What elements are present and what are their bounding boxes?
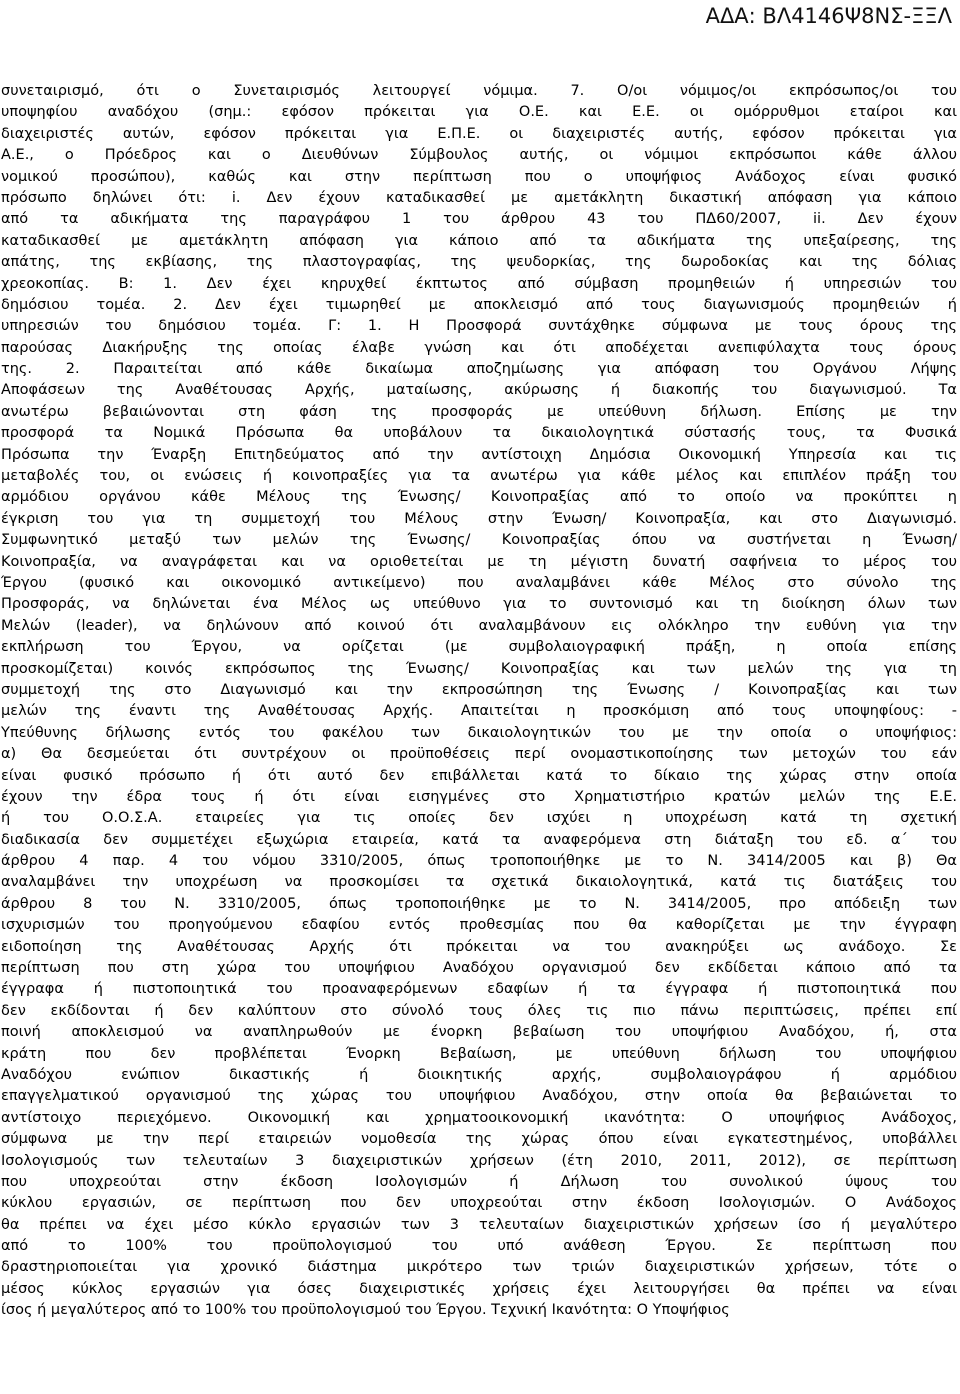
text-line: ισχυρισμών του προηγούμενου εδαφίου εντός προθεσμίας που θα καθορίζεται με την έγγραφη: [1, 917, 957, 934]
text-line: αντίστοιχο περιεχόμενο. Οικονομική και χρηματοοικονομική ικανότητα: Ο υποψήφιος Ανάδοχος,: [1, 1109, 957, 1126]
text-line: δημόσιου τομέα. 2. Δεν έχει τιμωρηθεί με αποκλεισμό από τους διαγωνισμούς προμηθειών ή: [1, 296, 957, 313]
text-line: της. 2. Παραιτείται από κάθε δικαίωμα αποζημίωσης για απόφαση του Οργάνου Λήψης: [1, 361, 957, 378]
text-line: προσφορά τα Νομικά Πρόσωπα θα υποβάλουν τα δικαιολογητικά σύστασής τους, τα Φυσικά: [1, 425, 957, 442]
text-line: καταδικασθεί με αμετάκλητη απόφαση για κάποιο από τα αδικήματα της υπεξαίρεσης, της: [1, 232, 957, 249]
text-line: ίσος ή μεγαλύτερος από το 100% του προϋπολογισμού του Έργου. Τεχνική Ικανότητα: Ο Υποψήφιος: [1, 1302, 730, 1319]
text-line: μεταβολές του, οι ενώσεις ή κοινοπραξίες για τα ανωτέρω για κάθε μέλος και επιπλέον πράξη του: [1, 468, 957, 485]
text-line: άρθρου 4 παρ. 4 του νόμου 3310/2005, όπως τροποποιήθηκε με το Ν. 3414/2005 και β) Θα: [1, 853, 957, 870]
text-line: Συμφωνητικό μεταξύ των μελών της Ένωσης/ Κοινοπραξίας όπου να συστήνεται η Ένωση/: [1, 532, 957, 549]
text-line: από το 100% του προϋπολογισμού του υπό ανάθεση Έργου. Σε περίπτωση που: [1, 1238, 957, 1255]
text-line: ειδοποίηση της Αναθέτουσας Αρχής ότι πρόκειται να του ανακηρύξει ως ανάδοχο. Σε: [1, 938, 957, 955]
text-line: Υπεύθυνης δήλωσης εντός του φακέλου των δικαιολογητικών του με την οποία ο υποψήφιος:: [1, 724, 957, 741]
text-line: από τα αδικήματα της παραγράφου 1 του άρθρου 43 του ΠΔ60/2007, ii. Δεν έχουν: [1, 211, 957, 228]
text-line: Αναδόχου ενώπιον δικαστικής ή διοικητικής αρχής, συμβολαιογράφου ή αρμόδιου: [1, 1066, 957, 1083]
text-line: α) Θα δεσμεύεται ότι συντρέχουν οι προϋποθέσεις περί ονομαστικοποίησης των μετοχών του εάν: [1, 746, 957, 763]
text-line: έγγραφα ή πιστοποιητικά του προαναφερόμενων εδαφίων ή τα έγγραφα ή πιστοποιητικά που: [1, 981, 957, 998]
text-line: προσκομίζεται) κοινός εκπρόσωπος της Ένωσης/ Κοινοπραξίας και των μελών της για τη: [1, 660, 957, 677]
text-line: υπηρεσιών του δημόσιου τομέα. Γ: 1. Η Προσφορά συντάχθηκε σύμφωνα με τους όρους της: [1, 318, 957, 335]
text-line: έχουν την έδρα τους ή ότι είναι εισηγμένες στο Χρηματιστήριο κρατών μελών της Ε.Ε.: [1, 788, 957, 805]
text-line: που υποχρεούται στην έκδοση Ισολογισμών ή Δήλωση του συνολικού ύψους του: [1, 1173, 957, 1190]
text-line: Ισολογισμούς των τελευταίων 3 διαχειριστικών χρήσεων (έτη 2010, 2011, 2012), σε περίπτωση: [1, 1152, 957, 1169]
text-line: μελών της έναντι της Αναθέτουσας Αρχής. Απαιτείται η προσκόμιση από τους υποψηφίους: -: [1, 703, 957, 720]
text-line: κράτη που δεν προβλέπεται Ένορκη Βεβαίωση, με υπεύθυνη δήλωση του υποψήφιου: [1, 1045, 957, 1062]
text-line: συμμετοχή της στο Διαγωνισμό και την εκπροσώπηση της Ένωσης / Κοινοπραξίας και των: [1, 681, 957, 698]
text-line: πρόσωπο δηλώνει ότι: i. Δεν έχουν καταδικασθεί με αμετάκλητη δικαστική απόφαση για κάποιο: [1, 189, 957, 206]
text-line: Πρόσωπα την Έναρξη Επιτηδεύματος από την αντίστοιχη Δημόσια Οικονομική Υπηρεσία και τις: [1, 446, 957, 463]
text-line: χρεοκοπίας. Β: 1. Δεν έχει κηρυχθεί έκπτωτος από σύμβαση προμηθειών ή υπηρεσιών του: [1, 275, 957, 292]
text-line: συνεταιρισμό, ότι ο Συνεταιρισμός λειτουργεί νόμιμα. 7. Ο/οι νόμιμος/οι εκπρόσωπος/οι του: [1, 83, 957, 99]
text-line: δραστηριοποιείται για χρονικό διάστημα μικρότερο των τριών διαχειριστικών χρήσεων, τότε ο: [1, 1259, 957, 1276]
text-line: διαχειριστές αυτών, εφόσον πρόκειται για Ε.Π.Ε. οι διαχειριστές αυτής, εφόσον πρόκειται για: [1, 125, 957, 142]
text-line: Έργου (φυσικό και οικονομικό αντικείμενο) που αναλαμβάνει κάθε Μέλος στο σύνολο της: [1, 574, 957, 591]
text-line: ανωτέρω βεβαιώνονται στη φάση της προσφοράς με υπεύθυνη δήλωση. Επίσης με την: [1, 403, 957, 420]
text-line: παρούσας Διακήρυξης της οποίας έλαβε γνώση και ότι αποδέχεται ανεπιφύλαχτα τους όρους: [1, 339, 957, 356]
text-line: επαγγελματικού οργανισμού της χώρας του υποψήφιου Αναδόχου, στην οποία θα βεβαιώνεται το: [1, 1088, 957, 1105]
ada-header: ΑΔΑ: ΒΛ4146Ψ8ΝΣ-ΞΞΛ: [705, 4, 952, 28]
text-line: θα πρέπει να έχει μέσο κύκλο εργασιών των 3 τελευταίων διαχειριστικών χρήσεων ίσο ή μεγαλύτερο: [1, 1216, 957, 1233]
text-line: περίπτωση που στη χώρα του υποψήφιου Αναδόχου οργανισμού δεν εκδίδεται κάποιο από τα: [1, 960, 957, 977]
text-line: άρθρου 8 του Ν. 3310/2005, όπως τροποποιήθηκε με το Ν. 3414/2005, προ απόδειξη των: [1, 895, 957, 912]
text-line: μέσος κύκλος εργασιών για όσες διαχειριστικές χρήσεις έχει λειτουργήσει θα πρέπει να είναι: [1, 1280, 957, 1297]
text-line: κύκλου εργασιών, σε περίπτωση που δεν υποχρεούται στην έκδοση Ισολογισμών. Ο Ανάδοχος: [1, 1195, 957, 1212]
text-line: διαδικασία δεν συμμετέχει εξωχώρια εταιρεία, κατά τα αναφερόμενα στη διάταξη του εδ. α΄ του: [1, 831, 957, 848]
text-line: σύμφωνα με την περί εταιρειών νομοθεσία της χώρας όπου είναι εγκατεστημένος, υποβάλλει: [1, 1131, 957, 1148]
text-line: είναι φυσικό πρόσωπο ή ότι αυτό δεν επιβάλλεται κατά το δίκαιο της χώρας στην οποία: [1, 767, 957, 784]
text-line: ποινή αποκλεισμού να αναπληρωθούν με ένορκη βεβαίωση του υποψήφιου Αναδόχου, ή, στα: [1, 1024, 957, 1041]
text-line: Προσφοράς, να δηλώνεται ένα Μέλος ως υπεύθυνο για το συντονισμό και τη διοίκηση όλων των: [1, 596, 957, 613]
text-line: νομικού προσώπου), καθώς και στην περίπτωση που ο υποψήφιος Ανάδοχος είναι φυσικό: [1, 168, 957, 185]
text-line: δεν εκδίδονται ή δεν καλύπτουν στο σύνολό τους όλες τις πιο πάνω περιπτώσεις, πρέπει επί: [1, 1002, 957, 1019]
text-line: Αποφάσεων της Αναθέτουσας Αρχής, ματαίωσης, ακύρωσης ή διακοπής του διαγωνισμού. Τα: [1, 382, 957, 399]
text-line: ή του Ο.Ο.Σ.Α. εταιρείες για τις οποίες δεν ισχύει η υποχρέωση κατά τη σχετική: [1, 810, 957, 827]
document-body: [1, 81, 957, 1322]
text-line: Μελών (leader), να δηλώνουν από κοινού ότι αναλαμβάνουν εις ολόκληρο την ευθύνη για την: [1, 617, 957, 634]
text-line: έγκριση του για τη συμμετοχή του Μέλους στην Ένωση/ Κοινοπραξία, και στο Διαγωνισμό.: [1, 510, 957, 527]
text-line: υποψηφίου αναδόχου (σημ.: εφόσον πρόκειται για Ο.Ε. και Ε.Ε. οι ομόρρυθμοι εταίροι και: [1, 104, 957, 121]
text-line: Α.Ε., ο Πρόεδρος και ο Διευθύνων Σύμβουλος αυτής, οι νόμιμοι εκπρόσωποι κάθε άλλου: [1, 147, 957, 164]
text-line: απάτης, της εκβίασης, της πλαστογραφίας, της ψευδορκίας, της δωροδοκίας και της δόλιας: [1, 254, 957, 271]
text-line: εκπλήρωση του Έργου, να ορίζεται (με συμβολαιογραφική πράξη, η οποία επίσης: [1, 639, 957, 656]
text-line: Κοινοπραξία, να αναγράφεται και να οριοθετείται με τη μέγιστη δυνατή σαφήνεια το μέρος του: [1, 553, 957, 570]
text-line: αρμόδιου οργάνου κάθε Μέλους της Ένωσης/ Κοινοπραξίας από το οποίο να προκύπτει η: [1, 489, 957, 506]
text-line: αναλαμβάνει την υποχρέωση να προσκομίσει τα σχετικά δικαιολογητικά, κατά τις διατάξεις του: [1, 874, 957, 891]
